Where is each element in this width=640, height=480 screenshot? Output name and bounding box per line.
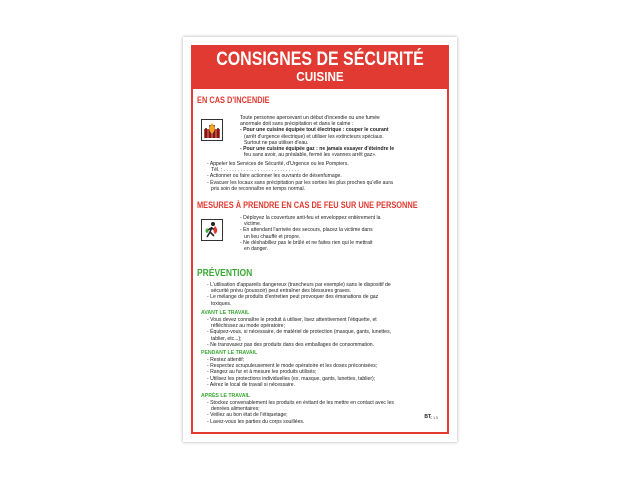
avant-line: - Équipez-vous, si nécessaire, de matériel de protection (masque, gants, lunettes, bbox=[207, 329, 392, 336]
avant-line: - Ne transvasez pas des produits dans des emballages de consommation. bbox=[207, 341, 375, 348]
poster-title: CONSIGNES DE SÉCURITÉ bbox=[216, 49, 424, 70]
mesures-line: en danger. bbox=[244, 246, 269, 253]
pendant-heading: PENDANT LE TRAVAIL bbox=[201, 350, 258, 356]
prevention-line: - Le mélange de produits d'entretien peut provoquer des émanations de gaz bbox=[207, 294, 379, 301]
safety-poster bbox=[183, 37, 457, 442]
pendant-text bbox=[207, 357, 437, 388]
incendie-line: - Appeler les Services de Sécurité, d'Urgence ou les Pompiers. bbox=[207, 161, 349, 167]
apres-line: - Lavez-vous les parties du corps souillées. bbox=[207, 418, 305, 425]
prevention-line: sécurité prévu (poussoir) peut entraîner des blessures graves. bbox=[211, 288, 352, 295]
incendie-line: - Actionner ou faire actionner les ouvrants de désenfumage. bbox=[207, 173, 342, 180]
incendie-line: pris soin de reconnaître en temps normal. bbox=[211, 185, 305, 192]
person-on-fire-icon bbox=[201, 219, 223, 241]
reference-code: C 1.5 bbox=[429, 416, 438, 420]
apres-heading: APRÈS LE TRAVAIL bbox=[201, 393, 251, 399]
incendie-line: anormale doit sans précipitation et dans le calme : bbox=[240, 121, 354, 128]
pendant-line: - Respectez scrupuleusement le mode opératoire et les doses préconisées; bbox=[207, 363, 378, 370]
incendie-text-top bbox=[240, 115, 420, 158]
incendie-line: Surtout ne pas utiliser d'eau. bbox=[244, 139, 309, 146]
avant-line: réfléchissez au mode opératoire; bbox=[211, 323, 285, 330]
pendant-line: - Restez attentif; bbox=[207, 357, 245, 363]
poster-content bbox=[193, 89, 447, 432]
incendie-heading: EN CAS D'INCENDIE bbox=[197, 95, 270, 106]
prevention-line: - L'utilisation d'appareils dangereux (trancheurs par exemple) sans le dispositif de bbox=[207, 282, 391, 288]
incendie-line: - Pour une cuisine équipée gaz : ne jamais essayer d'éteindre le bbox=[240, 146, 395, 153]
avant-line: - Vous devez connaître le produit à utiliser, lisez attentivement l'étiquette, et bbox=[207, 317, 377, 323]
avant-text bbox=[207, 317, 437, 348]
mesures-line: - Déployez la couverture anti-feu et enveloppez entièrement la bbox=[240, 215, 381, 221]
mesures-line: un lieu chauffé et propre. bbox=[244, 233, 301, 240]
avant-line: tablier, etc...); bbox=[211, 335, 242, 342]
apres-line: denrées alimentaires; bbox=[211, 406, 260, 413]
prevention-heading: PRÉVENTION bbox=[197, 268, 253, 279]
incendie-line: feu sans avoir, au préalable, fermé les «vannes arrêt gaz». bbox=[244, 152, 377, 159]
apres-line: - Veillez au bon état de l'étiquetage; bbox=[207, 412, 288, 419]
mesures-text bbox=[240, 215, 420, 252]
title-banner bbox=[193, 47, 447, 89]
mesures-line: victime. bbox=[244, 221, 262, 228]
incendie-line: - Pour une cuisine équipée tout électrique : couper le courant bbox=[240, 127, 389, 134]
mesures-line: - Ne déshabillez pas le brûlé et ne faites rien qui le mettrait bbox=[240, 239, 373, 246]
incendie-line: - Évacuer les locaux sans précipitation par les sorties les plus proches qu'elle aura bbox=[207, 179, 393, 186]
incendie-line: Tél. : . . . . . . . . . . . . . . . . . . . . . . . . . . . bbox=[211, 167, 299, 174]
mesures-heading: MESURES À PRENDRE EN CAS DE FEU SUR UNE PERSONNE bbox=[197, 200, 418, 211]
incendie-text-bottom bbox=[207, 161, 432, 192]
incendie-line: (arrêt d'urgence électrique) et utiliser les extincteurs spéciaux. bbox=[244, 133, 384, 140]
poster-subtitle: CUISINE bbox=[296, 69, 344, 84]
incendie-line: Toute personne apercevant un début d'incendie ou une fumée bbox=[240, 115, 380, 121]
fire-icon bbox=[201, 119, 223, 141]
prevention-intro bbox=[207, 282, 437, 307]
pendant-line: - Aérez le local de travail si nécessaire. bbox=[207, 381, 296, 388]
pendant-line: - Rangez au fur et à mesure les produits utilisés; bbox=[207, 369, 317, 376]
apres-text bbox=[207, 400, 437, 425]
poster-frame bbox=[191, 45, 449, 434]
brand-logo: BT bbox=[424, 414, 431, 420]
avant-heading: AVANT LE TRAVAIL bbox=[201, 310, 250, 316]
mesures-line: - En attendant l'arrivée des secours, placez la victime dans bbox=[240, 227, 373, 234]
prevention-line: toxiques. bbox=[211, 300, 232, 307]
apres-line: - Stockez convenablement les produits en évitant de les mettre en contact avec les bbox=[207, 400, 394, 406]
pendant-line: - Utilisez les protections individuelles (ex. masque, gants, lunettes, tablier); bbox=[207, 375, 376, 382]
